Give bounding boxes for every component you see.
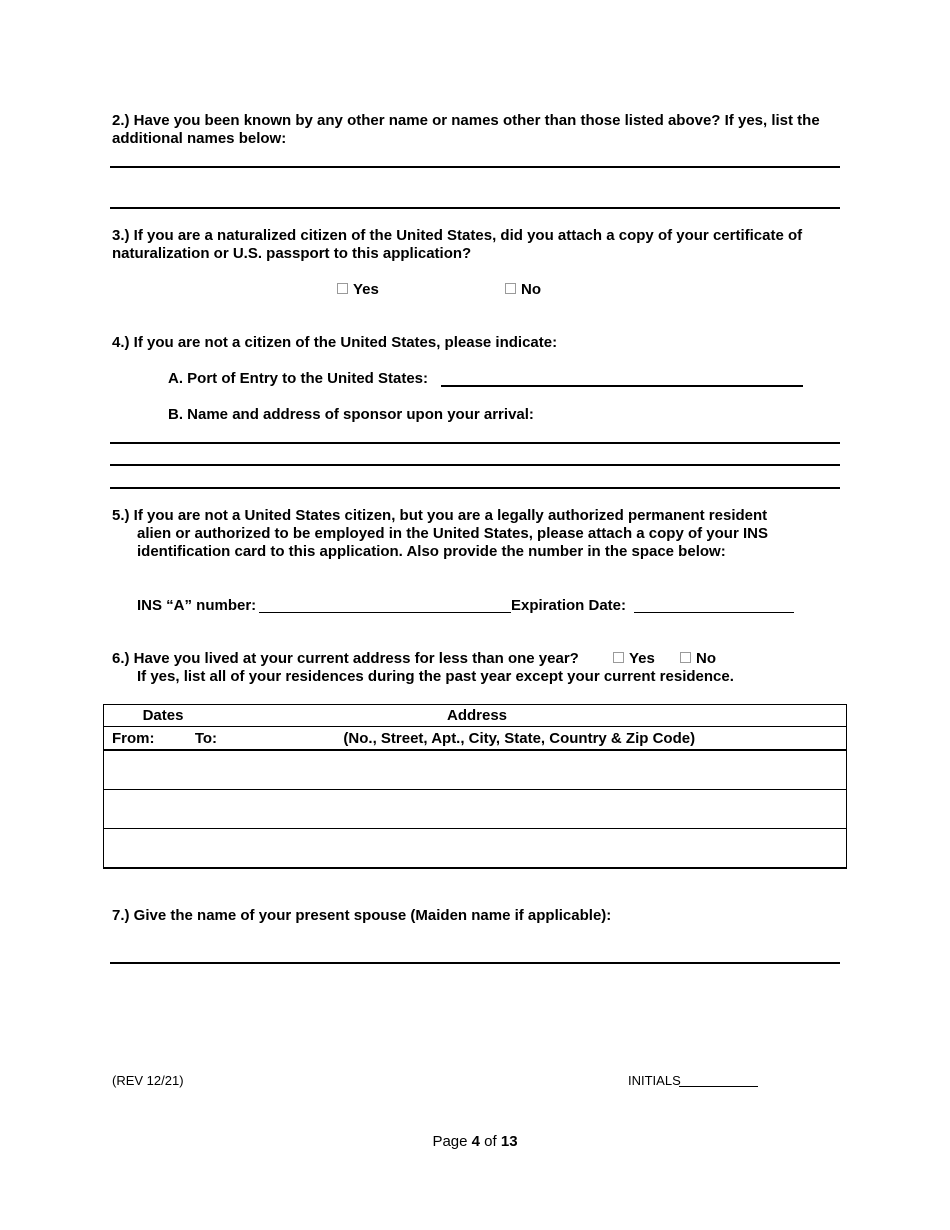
page-of: of [484, 1133, 497, 1150]
ins-number-label: INS “A” number: [137, 597, 257, 614]
q3-yes-label: Yes [353, 281, 379, 298]
q6-yes-label: Yes [629, 650, 655, 667]
initials-field[interactable] [679, 1086, 758, 1087]
page-total: 13 [500, 1133, 518, 1150]
q6-no-option[interactable] [680, 650, 716, 667]
sponsor-line-1[interactable] [110, 442, 840, 444]
sponsor-line-2[interactable] [110, 464, 840, 466]
from-label: From: [112, 729, 155, 747]
sponsor-label: B. Name and address of sponsor upon your arrival: [168, 406, 534, 423]
address-header: Address [222, 705, 847, 727]
q6-yes-checkbox[interactable] [613, 652, 624, 663]
question-6-text: 6.) Have you lived at your current address for less than one year? [112, 650, 579, 667]
subheader-row [104, 727, 847, 751]
residence-table [103, 704, 847, 869]
q3-no-label: No [521, 281, 541, 298]
residence-row-1[interactable] [104, 750, 847, 790]
port-of-entry-field[interactable] [441, 385, 803, 387]
question-2-text: 2.) Have you been known by any other name or names other than those listed above? If yes, list the additional names below: [112, 112, 820, 147]
q6-yes-option[interactable] [613, 650, 655, 667]
page-current: 4 [471, 1133, 480, 1150]
question-7-text: 7.) Give the name of your present spouse (Maiden name if applicable): [112, 907, 612, 924]
question-6-line-2: If yes, list all of your residences during the past year except your current residence. [137, 668, 734, 685]
question-3-text: 3.) If you are a naturalized citizen of the United States, did you attach a copy of your certificate of naturalization or U.S. passport to this application? [112, 227, 803, 262]
q3-yes-checkbox[interactable] [337, 283, 348, 294]
q3-yes-option[interactable] [337, 281, 379, 298]
spouse-name-line[interactable] [110, 962, 840, 964]
q3-no-option[interactable] [505, 281, 541, 298]
expiration-date-field[interactable] [634, 612, 794, 613]
question-5-line-1: 5.) If you are not a United States citizen, but you are a legally authorized permanent resident [112, 507, 768, 524]
expiration-date-label: Expiration Date: [511, 597, 627, 614]
question-5-line-3: identification card to this application. Also provide the number in the space below: [137, 543, 726, 560]
address-subheader: (No., Street, Apt., City, State, Country & Zip Code) [343, 729, 696, 747]
sponsor-line-3[interactable] [110, 487, 840, 489]
initials-label: INITIALS [628, 1073, 681, 1088]
q3-no-checkbox[interactable] [505, 283, 516, 294]
ins-number-field[interactable] [259, 612, 511, 613]
question-4-text: 4.) If you are not a citizen of the United States, please indicate: [112, 334, 558, 351]
additional-names-line-1[interactable] [110, 166, 840, 168]
q6-no-label: No [696, 650, 716, 667]
revision-label: (REV 12/21) [112, 1073, 184, 1088]
residence-row-3[interactable] [104, 829, 847, 869]
page-number [0, 1133, 950, 1150]
question-5-line-2: alien or authorized to be employed in the United States, please attach a copy of your INS [137, 525, 768, 542]
additional-names-line-2[interactable] [110, 207, 840, 209]
dates-header: Dates [104, 705, 223, 727]
q6-no-checkbox[interactable] [680, 652, 691, 663]
port-of-entry-label: A. Port of Entry to the United States: [168, 370, 429, 387]
to-label: To: [194, 729, 218, 747]
residence-row-2[interactable] [104, 790, 847, 829]
page-prefix: Page [432, 1133, 468, 1150]
